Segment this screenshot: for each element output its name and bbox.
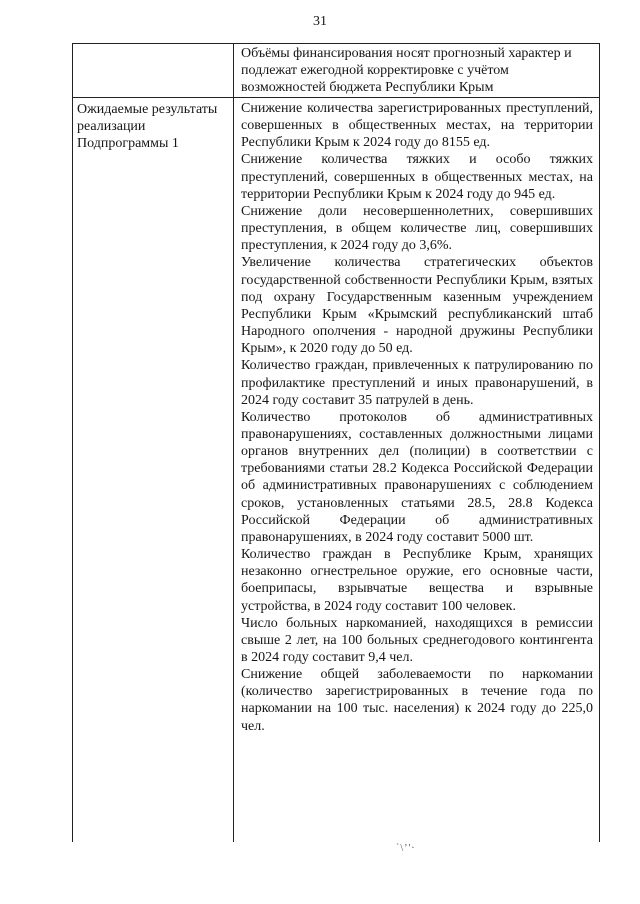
- result-item: Количество граждан, привлеченных к патрулированию по профилактике преступлений и иных правонарушений, в 2024 году составит 35 патрулей в день.: [241, 358, 593, 408]
- result-item: Увеличение количества стратегических объектов государственной собственности Республики Крым, взятых под охрану Государственным казенным учреждением Республики Крым «Крымский республиканский штаб Народного ополчения - народной дружины Республики Крым», к 2020 году до 50 ед.: [241, 255, 593, 357]
- scan-artifact: ˋ\ʼ'·: [396, 843, 416, 854]
- expected-results-list: [241, 100, 593, 735]
- result-item: Снижение общей заболеваемости по наркомании (количество зарегистрированных в течение года по наркомании на 100 тыс. населения) к 2024 году до 225,0 чел.: [241, 667, 593, 734]
- row-divider: [73, 97, 599, 98]
- column-divider: [233, 44, 234, 842]
- page-number: 31: [313, 14, 327, 29]
- result-item: Снижение количества тяжких и особо тяжких преступлений, совершенных в общественных местах, на территории Республики Крым к 2024 году до 945 ед.: [241, 152, 593, 202]
- result-item: Снижение доли несовершеннолетних, совершивших преступления, в общем количестве лиц, совершивших преступления, к 2024 году до 3,6%.: [241, 203, 593, 254]
- result-item: Число больных наркоманией, находящихся в ремиссии свыше 2 лет, на 100 больных среднегодового контингента в 2024 году составит 9,4 чел.: [241, 615, 593, 665]
- program-passport-table: [72, 43, 600, 842]
- result-item: Количество протоколов об административных правонарушениях, составленных должностными лицами органов внутренних дел (полиции) в соответствии с требованиями статьи 28.2 Кодекса Российской Федерации об административных правонарушениях с соблюдением сроков, установленных статьями 28.5, 28.8 Кодекса Российской Федерации об административных правонарушениях, в 2024 году составит 5000 шт.: [241, 409, 593, 545]
- expected-results-label: Ожидаемые результаты реализации Подпрограммы 1: [77, 102, 218, 151]
- result-item: Количество граждан в Республике Крым, хранящих незаконно огнестрельное оружие, его основные части, боеприпасы, взрывчатые вещества и взрывные устройства, в 2024 году составит 100 человек.: [241, 547, 593, 614]
- result-item: Снижение количества зарегистрированных преступлений, совершенных в общественных местах, на территории Республики Крым к 2024 году до 8155 ед.: [241, 101, 593, 151]
- financing-note: Объёмы финансирования носят прогнозный характер и подлежат ежегодной корректировке с учётом возможностей бюджета Республики Крым: [241, 46, 572, 95]
